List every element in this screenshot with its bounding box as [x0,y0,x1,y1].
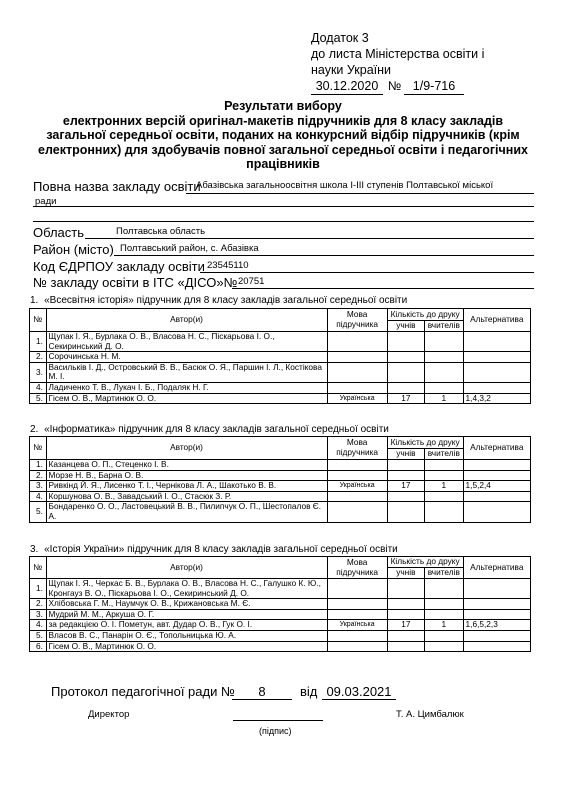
col-header-students: учнів [387,321,424,332]
row-number: 1. [30,332,47,352]
row-number: 4. [30,382,47,393]
col-header-alternative: Альтернатива [463,557,530,579]
table-row [30,481,531,492]
section-2-text: «Інформатика» підручник для 8 класу закладів загальної середньої освіти [44,424,389,435]
row-teachers-count [425,579,464,599]
row-language [327,460,387,471]
row-alternatives [463,641,530,652]
title-line-5: працівників [246,157,320,172]
row-students-count [387,352,424,363]
row-students-count: 17 [387,620,424,631]
row-language [327,502,387,522]
school-name-underline-2 [33,206,534,207]
col-header-teachers: вчителів [425,321,464,332]
row-authors: Морзе Н. В., Барна О. В. [46,470,327,481]
title-line-3: загальної середньої освіти, поданих на конкурсний відбір підручників (крім [46,128,520,143]
row-teachers-count [425,470,464,481]
row-students-count [387,641,424,652]
row-teachers-count [425,599,464,610]
letter-date: 30.12.2020 [311,79,383,95]
row-number: 3. [30,609,47,620]
letter-ministry-line: до листа Міністерства освіти і [311,47,485,61]
district-underline [114,255,534,256]
row-teachers-count [425,630,464,641]
col-header-quantity: Кількість до друку [387,437,463,449]
row-authors: за редакцією О. І. Пометун, авт. Дудар О. В., Гук О. І. [46,620,327,631]
row-students-count [387,470,424,481]
col-header-number: № [30,309,47,332]
row-alternatives [463,630,530,641]
protocol-from-label: від [300,684,318,699]
row-language [327,609,387,620]
row-teachers-count [425,641,464,652]
district-label: Район (місто) [33,242,114,257]
row-number: 1. [30,579,47,599]
col-header-teachers: вчителів [425,449,464,460]
row-authors: Гісем О. В., Мартинюк О. О. [46,393,327,404]
section-1-text: «Всесвітня історія» підручник для 8 класу закладів загальної середньої освіти [44,295,408,306]
row-number: 6. [30,641,47,652]
director-name: Т. А. Цимбалюк [396,709,464,720]
row-number: 5. [30,502,47,522]
row-language [327,579,387,599]
col-header-language-line-1: Мова [346,556,368,567]
row-alternatives [463,502,530,522]
row-language [327,630,387,641]
row-alternatives [463,460,530,471]
row-authors: Власов В. С., Панарін О. Є., Топольницька Ю. А. [46,630,327,641]
col-header-students: учнів [387,449,424,460]
section-2-number: 2. [30,424,39,435]
row-authors: Ладиченко Т. В., Лукач І. Б., Подаляк Н. Г. [46,382,327,393]
table-row [30,460,531,471]
row-authors: Гісем О. В., Мартинюк О. О. [46,641,327,652]
protocol-number: 8 [232,684,292,700]
col-header-quantity: Кількість до друку [387,557,463,568]
row-number: 4. [30,620,47,631]
school-name-value-cont: ради [35,196,57,207]
school-name-label: Повна назва закладу освіти [33,179,201,194]
protocol-label: Протокол педагогічної ради № [51,684,235,699]
row-language [327,491,387,502]
row-number: 4. [30,491,47,502]
itc-value: 20751 [238,276,265,287]
row-students-count: 17 [387,481,424,492]
table-row [30,641,531,652]
row-students-count: 17 [387,393,424,404]
row-students-count [387,502,424,522]
row-language: Українська [327,620,387,631]
col-header-number: № [30,557,47,579]
col-header-language-line-1: Мова [346,309,368,320]
table-row [30,393,531,404]
section-1-title [30,295,407,306]
row-alternatives: 1,4,3,2 [463,393,530,404]
row-students-count [387,460,424,471]
section-2-title [30,424,389,435]
row-authors: Васильків І. Д., Островський В. В., Басюк О. Я., Паршин І. Л., Костікова М. І. [46,362,327,382]
row-language [327,332,387,352]
col-header-alternative: Альтернатива [463,309,530,332]
col-header-quantity: Кількість до друку [387,309,463,321]
blank-line [33,221,534,222]
row-number: 5. [30,393,47,404]
row-students-count [387,579,424,599]
col-header-students: учнів [387,568,424,579]
row-language: Українська [327,481,387,492]
row-authors: Бондаренко О. О., Ластовецький В. В., Пилипчук О. П., Шестопалов Є. А. [46,502,327,522]
section-3-text: «Історія України» підручник для 8 класу закладів загальної середньої освіти [44,544,398,555]
title-line-2: електронних версій оригінал-макетів підручників для 8 класу закладів [62,113,504,128]
section-1-number: 1. [30,295,39,306]
row-language [327,599,387,610]
col-header-language-line-2: підручника [336,566,379,577]
document-title [0,99,566,172]
textbook-table-3 [29,556,531,652]
row-authors: Коршунова О. В., Завадський І. О., Стасюк З. Р. [46,491,327,502]
row-teachers-count [425,502,464,522]
row-teachers-count: 1 [425,620,464,631]
row-alternatives: 1,5,2,4 [463,481,530,492]
row-teachers-count [425,609,464,620]
row-number: 3. [30,362,47,382]
row-alternatives [463,332,530,352]
table-row [30,579,531,599]
col-header-language [327,437,387,460]
col-header-language-line-1: Мова [346,437,368,448]
row-number: 5. [30,630,47,641]
row-teachers-count [425,362,464,382]
textbook-table-2 [29,436,531,523]
col-header-number: № [30,437,47,460]
row-alternatives [463,382,530,393]
row-language [327,382,387,393]
district-value: Полтавський район, с. Абазівка [120,243,259,254]
row-language [327,362,387,382]
row-teachers-count: 1 [425,481,464,492]
letter-number: 1/9-716 [404,79,464,95]
letter-ministry-line-2: науки України [311,63,391,77]
col-header-alternative: Альтернатива [463,437,530,460]
row-authors: Мудрий М. М., Аркуша О. Г. [46,609,327,620]
col-header-author: Автор(и) [46,557,327,579]
table-row [30,609,531,620]
region-underline [85,238,534,239]
col-header-author: Автор(и) [46,309,327,332]
row-teachers-count [425,382,464,393]
row-teachers-count [425,491,464,502]
table-row [30,362,531,382]
letter-date-number [311,79,471,95]
section-3-title [30,544,398,555]
row-teachers-count [425,352,464,363]
school-name-underline [186,193,534,194]
row-students-count [387,609,424,620]
row-alternatives [463,609,530,620]
edrpou-value: 23545110 [207,260,249,271]
row-teachers-count: 1 [425,393,464,404]
table-row [30,502,531,522]
signature-line [233,720,323,721]
table-row [30,630,531,641]
row-alternatives [463,470,530,481]
row-language: Українська [327,393,387,404]
col-header-language-line-2: підручника [336,447,379,457]
table-row [30,491,531,502]
col-header-language [327,309,387,332]
textbook-table-1 [29,308,531,404]
row-authors: Щупак І. Я., Черкас Б. В., Бурлака О. В., Власова Н. С., Галушко К. Ю., Кронгауз В. О., Піскарьова І. О., Секиринський Д. О. [46,579,327,599]
title-line-1: Результати вибору [224,99,342,113]
row-students-count [387,599,424,610]
table-row [30,382,531,393]
letter-number-label: № [388,79,402,93]
row-authors: Казанцева О. П., Стеценко І. В. [46,460,327,471]
row-students-count [387,491,424,502]
edrpou-label: Код ЄДРПОУ закладу освіти [33,259,205,274]
col-header-language [327,557,387,579]
row-teachers-count [425,460,464,471]
row-language [327,470,387,481]
row-number: 2. [30,470,47,481]
section-3-number: 3. [30,544,39,555]
table-row [30,599,531,610]
table-row [30,332,531,352]
row-number: 2. [30,599,47,610]
row-students-count [387,362,424,382]
row-authors: Сорочинська Н. М. [46,352,327,363]
row-language [327,352,387,363]
row-alternatives [463,352,530,363]
col-header-author: Автор(и) [46,437,327,460]
row-language [327,641,387,652]
annex-label: Додаток 3 [311,31,369,45]
row-students-count [387,382,424,393]
region-value: Полтавська область [116,226,206,237]
row-alternatives [463,491,530,502]
row-authors: Ривкінд Й. Я., Лисенко Т. І., Чернікова Л. А., Шакотько В. В. [46,481,327,492]
row-students-count [387,630,424,641]
table-row [30,620,531,631]
row-number: 3. [30,481,47,492]
row-alternatives [463,362,530,382]
signature-caption: (підпис) [259,726,292,736]
row-students-count [387,332,424,352]
row-alternatives [463,599,530,610]
row-authors: Щупак І. Я., Бурлака О. В., Власова Н. С., Піскарьова І. О., Секиринський Д. О. [46,332,327,352]
title-line-4: електронних) для здобувачів повної загальної середньої освіти і педагогічних [38,142,528,157]
itc-underline [232,288,534,289]
col-header-teachers: вчителів [425,568,464,579]
row-alternatives [463,579,530,599]
row-number: 2. [30,352,47,363]
edrpou-underline [200,272,534,273]
row-authors: Хлібовська Г. М., Наумчук О. В., Крижановська М. Є. [46,599,327,610]
school-name-value: Абазівська загальноосвітня школа І-ІІІ ступенів Полтавської міської [196,180,494,191]
row-alternatives: 1,6,5,2,3 [463,620,530,631]
itc-label: № закладу освіти в ІТС «ДІСО»№ [33,275,238,290]
director-label: Директор [88,709,130,720]
col-header-language-line-2: підручника [336,319,379,329]
table-row [30,352,531,363]
region-label: Область [33,225,85,240]
row-number: 1. [30,460,47,471]
row-teachers-count [425,332,464,352]
protocol-date: 09.03.2021 [322,684,396,700]
